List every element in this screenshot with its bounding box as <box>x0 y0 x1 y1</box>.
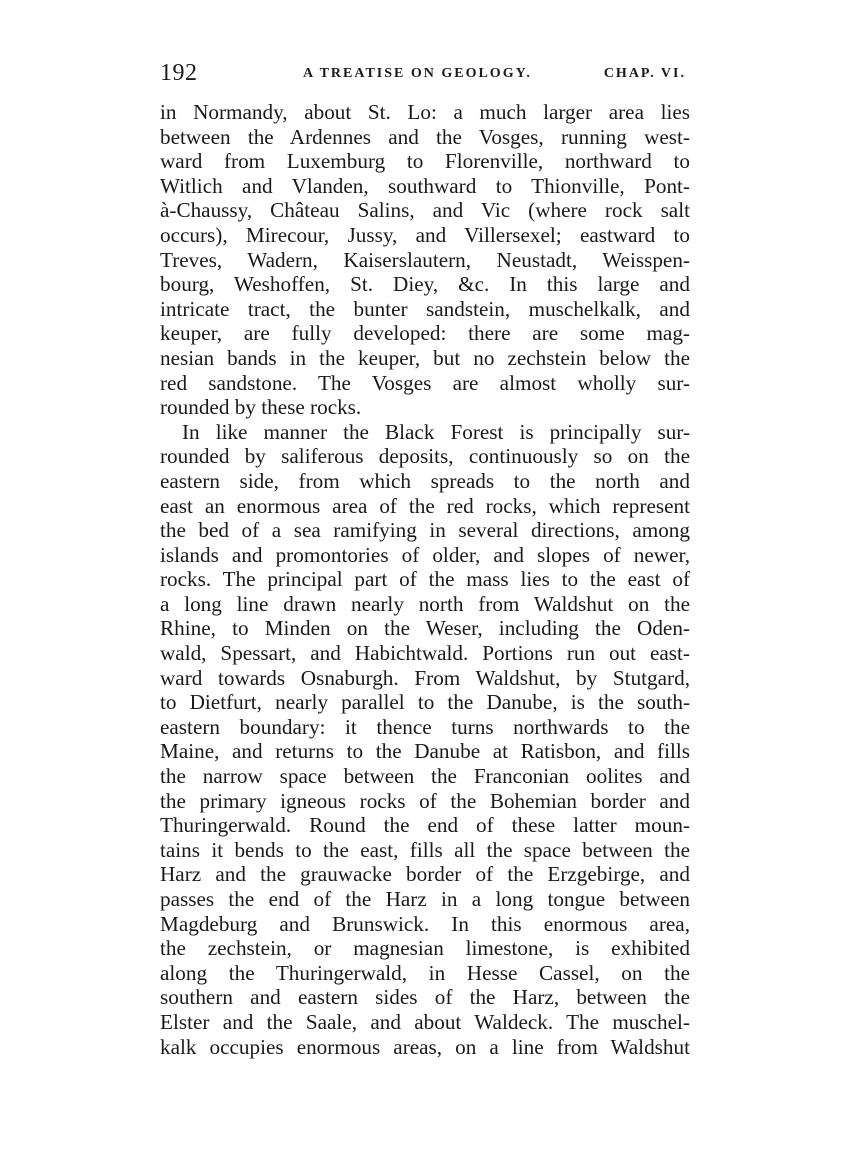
text-line: rounded by saliferous deposits, continuously so on the <box>160 444 690 469</box>
text-line: Elster and the Saale, and about Waldeck. The muschel- <box>160 1009 690 1034</box>
text-line: eastern boundary: it thence turns northwards to the <box>160 714 690 739</box>
text-line: bourg, Weshoffen, St. Diey, &c. In this large and <box>160 272 690 297</box>
text-line: along the Thuringerwald, in Hesse Cassel, on the <box>160 960 690 985</box>
text-line: to Dietfurt, nearly parallel to the Danube, is the south- <box>160 690 690 715</box>
text-line: In like manner the Black Forest is principally sur- <box>182 419 690 444</box>
text-line: the primary igneous rocks of the Bohemian border and <box>160 788 690 813</box>
text-line: wald, Spessart, and Habichtwald. Portions run out east- <box>160 641 690 666</box>
text-line: Witlich and Vlanden, southward to Thionville, Pont- <box>160 173 690 198</box>
running-title: A TREATISE ON GEOLOGY. <box>303 66 532 81</box>
text-line: red sandstone. The Vosges are almost wholly sur- <box>160 370 690 395</box>
chapter-reference: CHAP. VI. <box>603 66 686 81</box>
text-line: southern and eastern sides of the Harz, between the <box>160 985 690 1010</box>
text-line: occurs), Mirecour, Jussy, and Villersexel; eastward to <box>160 222 690 247</box>
text-line: the zechstein, or magnesian limestone, is exhibited <box>160 936 690 961</box>
text-line: islands and promontories of older, and slopes of newer, <box>160 542 690 567</box>
text-line: intricate tract, the bunter sandstein, muschelkalk, and <box>160 296 690 321</box>
running-head <box>160 60 690 100</box>
text-line: ward from Luxemburg to Florenville, northward to <box>160 149 690 174</box>
text-line: kalk occupies enormous areas, on a line from Waldshut <box>160 1034 690 1059</box>
text-line: rocks. The principal part of the mass lies to the east of <box>160 567 690 592</box>
body-text <box>160 100 690 1059</box>
text-line: ward towards Osnaburgh. From Waldshut, by Stutgard, <box>160 665 690 690</box>
text-line: passes the end of the Harz in a long tongue between <box>160 887 690 911</box>
text-line: the narrow space between the Franconian oolites and <box>160 764 690 789</box>
text-line: Treves, Wadern, Kaiserslautern, Neustadt, Weisspen- <box>160 247 690 272</box>
paragraph-black-forest <box>160 420 690 1059</box>
text-line: Magdeburg and Brunswick. In this enormous area, <box>160 911 690 936</box>
text-line: Thuringerwald. Round the end of these latter moun- <box>160 813 690 838</box>
text-line: rounded by these rocks. <box>160 395 362 420</box>
paragraph-continued <box>160 100 690 420</box>
text-line: between the Ardennes and the Vosges, running west- <box>160 124 690 149</box>
text-line: à-Chaussy, Château Salins, and Vic (where rock salt <box>160 198 690 223</box>
text-line: eastern side, from which spreads to the north and <box>160 468 690 493</box>
text-line: Harz and the grauwacke border of the Erzgebirge, and <box>160 862 690 887</box>
text-line: in Normandy, about St. Lo: a much larger area lies <box>160 100 690 124</box>
text-line: the bed of a sea ramifying in several directions, among <box>160 518 690 543</box>
page-number: 192 <box>160 60 198 86</box>
text-line: a long line drawn nearly north from Waldshut on the <box>160 591 690 616</box>
book-page <box>160 60 690 1059</box>
text-line: keuper, are fully developed: there are some mag- <box>160 321 690 346</box>
text-line: nesian bands in the keuper, but no zechstein below the <box>160 345 690 370</box>
text-line: Maine, and returns to the Danube at Ratisbon, and fills <box>160 739 690 764</box>
text-line: east an enormous area of the red rocks, which represent <box>160 493 690 518</box>
text-line: tains it bends to the east, fills all the space between the <box>160 837 690 862</box>
text-line: Rhine, to Minden on the Weser, including the Oden- <box>160 616 690 641</box>
